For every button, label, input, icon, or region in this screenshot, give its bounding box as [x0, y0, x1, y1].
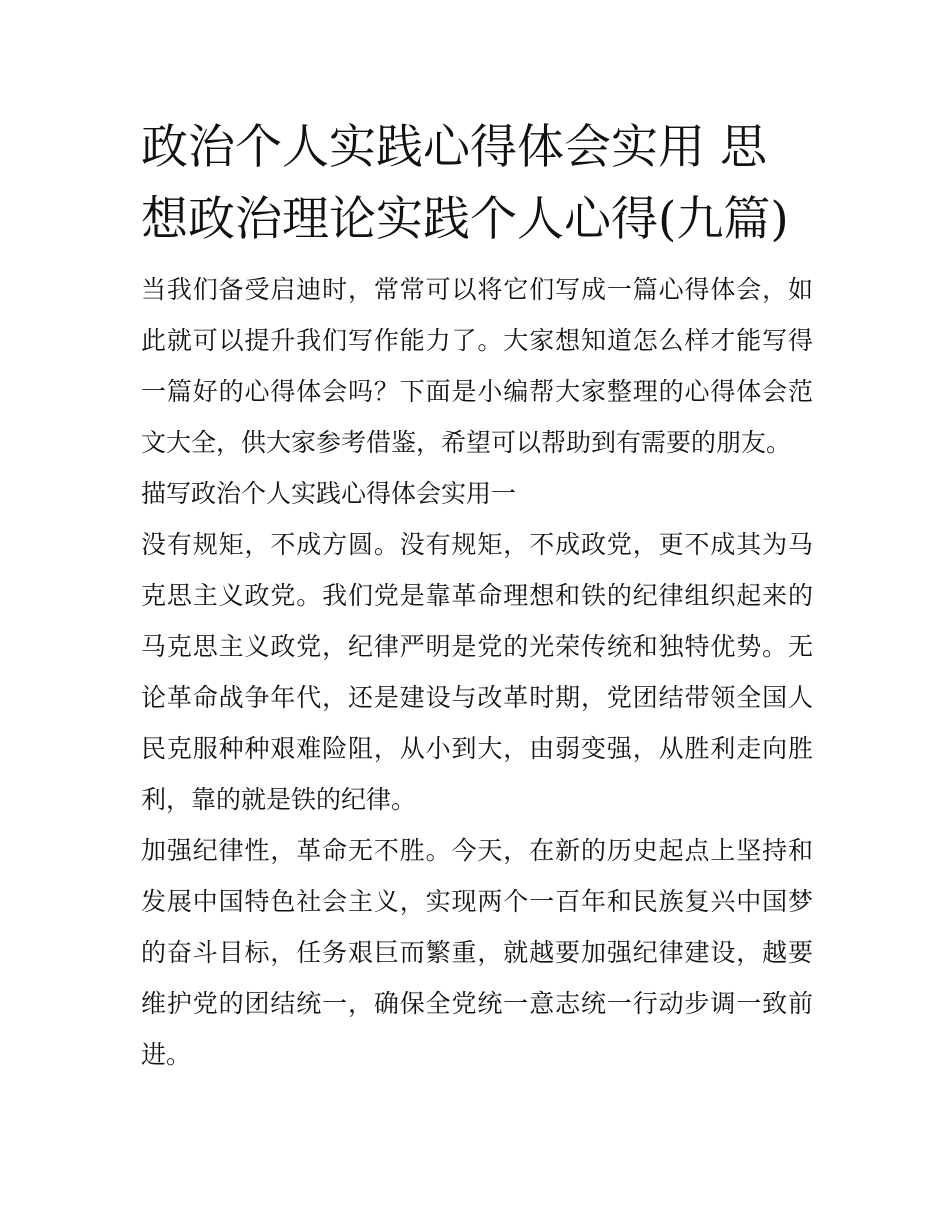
body-paragraph: 没有规矩，不成方圆。没有规矩，不成政党，更不成其为马克思主义政党。我们党是靠革命理想和铁的纪律组织起来的马克思主义政党，纪律严明是党的光荣传统和独特优势。无论革命战争年代，还是建设与改革时期，党团结带领全国人民克服种种艰难险阻，从小到大，由弱变强，从胜利走向胜利，靠的就是铁的纪律。 [141, 530, 813, 814]
document-title: 政治个人实践心得体会实用 思想政治理论实践个人心得(九篇) [141, 120, 789, 247]
section-heading: 描写政治个人实践心得体会实用一 [141, 479, 517, 508]
body-paragraph: 加强纪律性，革命无不胜。今天，在新的历史起点上坚持和发展中国特色社会主义，实现两个一百年和民族复兴中国梦的奋斗目标，任务艰巨而繁重，就越要加强纪律建设，越要维护党的团结统一，确保全党统一意志统一行动步调一致前进。 [141, 836, 813, 1069]
intro-paragraph: 当我们备受启迪时，常常可以将它们写成一篇心得体会，如此就可以提升我们写作能力了。大家想知道怎么样才能写得一篇好的心得体会吗？下面是小编帮大家整理的心得体会范文大全，供大家参考借鉴，希望可以帮助到有需要的朋友。 [141, 275, 813, 457]
document-body [141, 112, 813, 1080]
